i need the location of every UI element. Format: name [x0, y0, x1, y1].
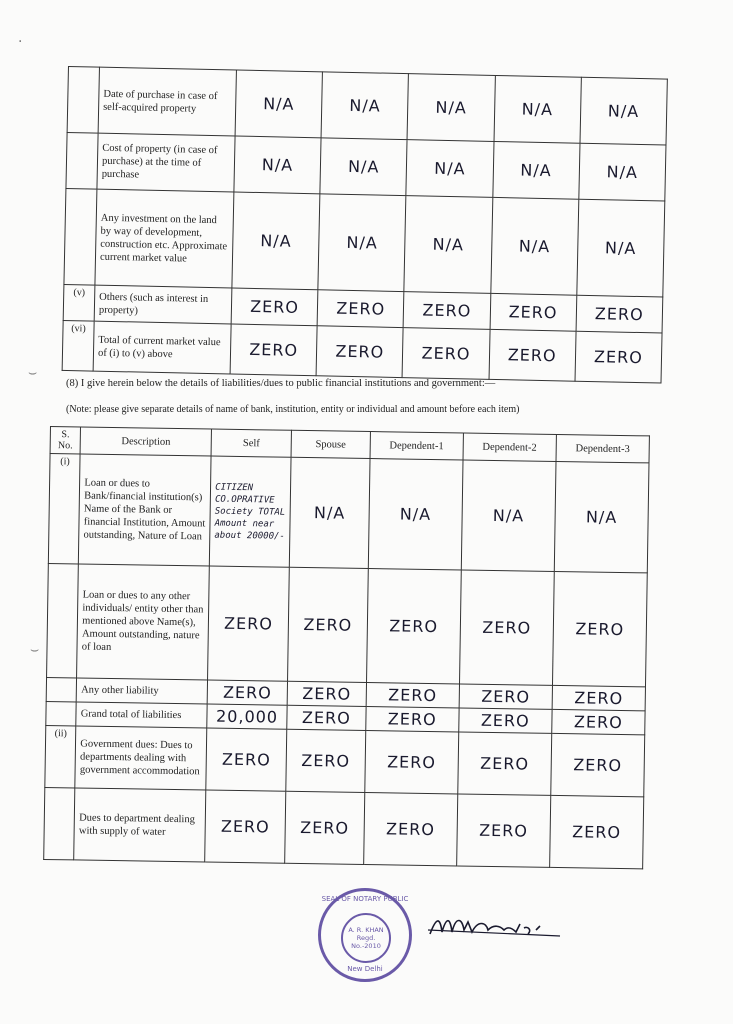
handwritten-value: ZERO: [552, 709, 645, 734]
handwritten-self-value: ZERO: [205, 790, 286, 863]
header-description: Description: [80, 427, 211, 456]
handwritten-value: ZERO: [287, 681, 366, 706]
handwritten-value: ZERO: [403, 292, 490, 330]
liabilities-table: [43, 426, 650, 869]
handwritten-value: N/A: [232, 192, 320, 290]
scan-mark: ·: [18, 34, 23, 50]
liabilities-table-body: [44, 454, 649, 869]
handwritten-value: ZERO: [456, 794, 550, 867]
handwritten-value: ZERO: [366, 682, 459, 707]
row-sno: [46, 677, 77, 701]
handwritten-value: N/A: [579, 143, 666, 201]
handwritten-self-value: 20,000: [207, 704, 287, 729]
row-description: Date of purchase in case of self-acquired property: [98, 67, 236, 136]
handwritten-value: N/A: [406, 140, 493, 198]
signature: [428, 908, 568, 948]
handwritten-value: ZERO: [288, 567, 368, 682]
handwritten-value: N/A: [490, 197, 578, 295]
row-description: Dues to department dealing with supply of water: [74, 788, 206, 862]
row-sno: (vi): [62, 320, 94, 371]
handwritten-value: ZERO: [317, 290, 404, 328]
handwritten-value: ZERO: [286, 729, 366, 792]
header-spouse: Spouse: [291, 430, 370, 458]
handwritten-value: N/A: [407, 74, 495, 142]
handwritten-value: ZERO: [402, 328, 489, 380]
seal-ring-text: SEAL OF NOTARY PUBLIC: [321, 895, 409, 903]
row-description: Government dues: Dues to departments dealing with government accommodation: [75, 726, 207, 790]
seal-reg: Regd. No.-2010: [351, 934, 381, 950]
handwritten-value: N/A: [577, 199, 665, 297]
handwritten-value: N/A: [234, 136, 321, 194]
handwritten-value: ZERO: [365, 730, 459, 793]
handwritten-value: ZERO: [287, 705, 366, 730]
handwritten-value: ZERO: [575, 331, 662, 383]
assets-table-body: [62, 67, 667, 383]
liabilities-row: [44, 787, 644, 868]
handwritten-value: N/A: [235, 70, 323, 138]
handwritten-value: N/A: [494, 75, 582, 143]
assets-row: [67, 67, 667, 146]
liabilities-row: [48, 454, 649, 573]
row-description: Grand total of liabilities: [76, 702, 207, 728]
handwritten-value: ZERO: [490, 293, 577, 331]
scan-mark: ⌣: [30, 642, 40, 658]
handwritten-value: ZERO: [366, 706, 459, 731]
handwritten-value: ZERO: [550, 795, 644, 868]
seal-place: New Delhi: [347, 965, 383, 973]
row-sno: (v): [63, 284, 95, 321]
handwritten-value: N/A: [321, 72, 409, 140]
row-sno: [46, 701, 77, 725]
handwritten-value: ZERO: [458, 732, 552, 795]
handwritten-value: ZERO: [552, 685, 645, 710]
handwritten-value: ZERO: [366, 569, 461, 684]
row-sno: [66, 132, 98, 189]
row-sno: [47, 563, 79, 677]
header-dependent-2: Dependent-2: [463, 433, 556, 461]
handwritten-value: N/A: [492, 141, 579, 199]
row-description: Others (such as interest in property): [94, 285, 232, 324]
handwritten-value: N/A: [554, 461, 649, 572]
handwritten-value: ZERO: [231, 288, 318, 326]
row-sno: (i): [48, 454, 80, 564]
handwritten-value: ZERO: [363, 792, 457, 865]
header-dependent-1: Dependent-1: [370, 432, 463, 460]
scan-mark: ⌣: [28, 365, 38, 381]
handwritten-value: N/A: [289, 457, 369, 568]
handwritten-self-value: ZERO: [208, 566, 290, 681]
handwritten-value: ZERO: [459, 684, 552, 709]
handwritten-self-value: CITIZEN CO.OPRATIVE Society TOTAL Amount near about 20000/-: [209, 456, 291, 567]
row-sno: [64, 188, 97, 285]
row-description: Loan or dues to Bank/financial institution(s) Name of the Bank or financial Institution, Amount outstanding, Nature of Loan: [79, 454, 212, 566]
header-dependent-3: Dependent-3: [556, 434, 650, 462]
assets-table-continued: [62, 66, 668, 383]
row-description: Cost of property (in case of purchase) at the time of purchase: [97, 133, 235, 192]
liabilities-note: (Note: please give separate details of name of bank, institution, entity or individual and amount before each item): [66, 404, 520, 415]
handwritten-value: ZERO: [576, 295, 663, 333]
notary-seal: [318, 888, 412, 982]
liabilities-row: [45, 725, 645, 796]
handwritten-value: ZERO: [459, 708, 552, 733]
handwritten-self-value: ZERO: [207, 680, 287, 705]
handwritten-value: N/A: [461, 460, 556, 571]
row-description: Total of current market value of (i) to (v) above: [93, 321, 231, 374]
handwritten-value: ZERO: [285, 791, 365, 864]
handwritten-value: ZERO: [489, 329, 576, 381]
row-sno: [44, 787, 75, 859]
handwritten-value: N/A: [404, 196, 492, 294]
handwritten-value: N/A: [318, 194, 406, 292]
handwritten-value: ZERO: [551, 733, 645, 796]
header-self: Self: [211, 429, 291, 457]
seal-center: [341, 913, 391, 963]
handwritten-value: ZERO: [230, 324, 317, 376]
handwritten-value: N/A: [580, 77, 668, 145]
handwritten-value: ZERO: [316, 326, 403, 378]
handwritten-value: ZERO: [552, 571, 647, 686]
header-sno: S. No.: [50, 427, 81, 454]
handwritten-value: N/A: [320, 138, 407, 196]
handwritten-value: N/A: [368, 459, 463, 570]
row-sno: (ii): [45, 725, 76, 787]
assets-row: [64, 188, 665, 297]
seal-name: A. R. KHAN: [348, 926, 384, 934]
row-description: Loan or dues to any other individuals/ entity other than mentioned above Name(s), Amount outstanding, nature of loan: [77, 564, 210, 680]
handwritten-value: ZERO: [459, 570, 554, 685]
handwritten-self-value: ZERO: [206, 728, 287, 791]
section-8-heading: (8) I give herein below the details of liabilities/dues to public financial institutions and government:—: [66, 378, 496, 389]
row-description: Any investment on the land by way of development, construction etc. Approximate current market value: [95, 189, 234, 288]
row-description: Any other liability: [76, 678, 207, 704]
liabilities-row: [47, 563, 648, 686]
row-sno: [67, 67, 99, 134]
